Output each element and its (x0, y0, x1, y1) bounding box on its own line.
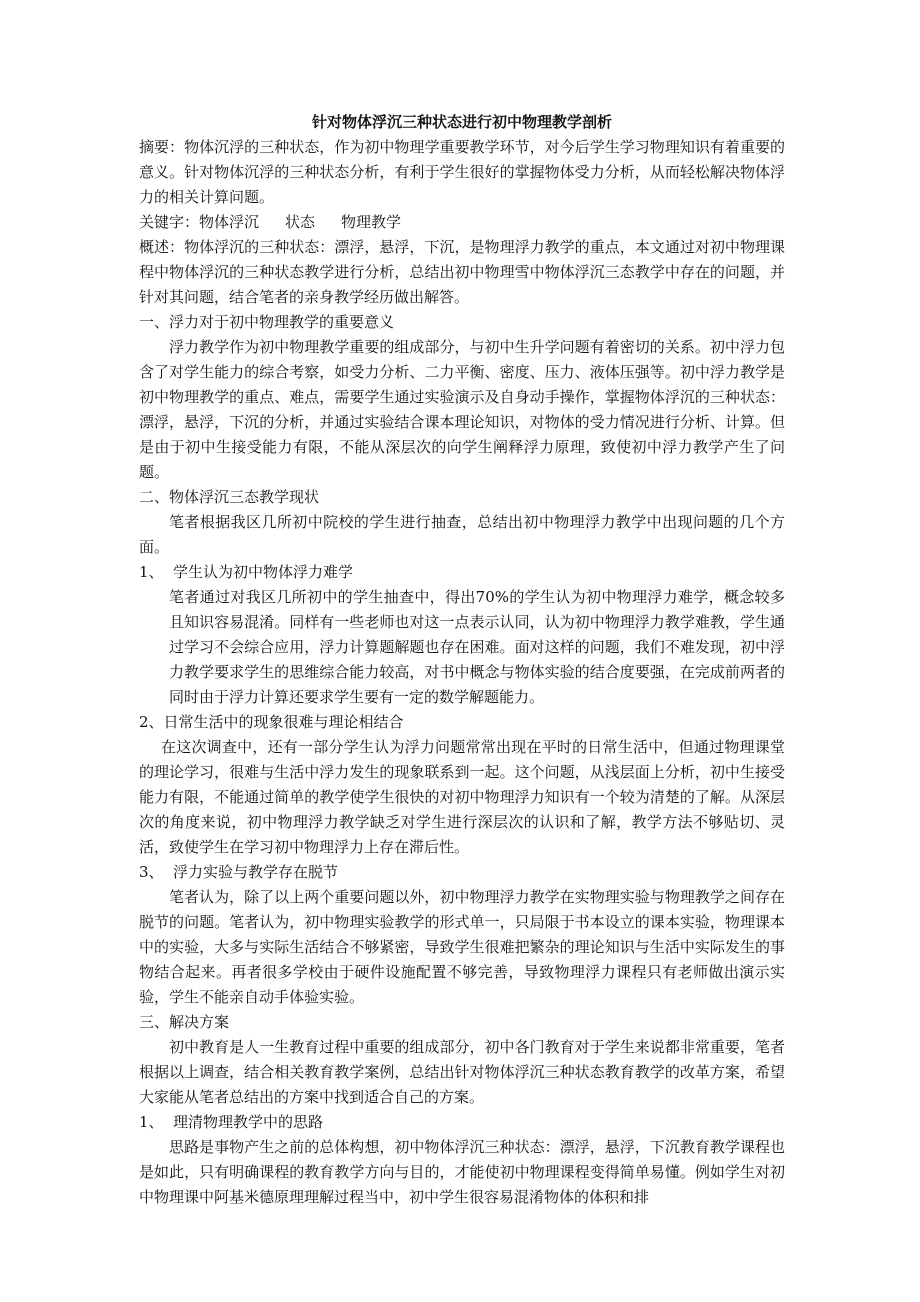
keyword: 物理教学 (341, 213, 402, 231)
section2-item2-paragraph: 在这次调查中，还有一部分学生认为浮力问题常常出现在平时的日常生活中，但通过物理课堂的理论学习，很难与生活中浮力发生的现象联系到一起。这个问题，从浅层面上分析，初中生接受能力有限，不能通过简单的教学使学生很快的对初中物理浮力知识有一个较为清楚的了解。从深层次的角度来说，初中物理浮力教学缺乏对学生进行深层次的认识和了解，教学方法不够贴切、灵活，致使学生在学习初中物理浮力上存在滞后性。 (139, 738, 785, 856)
section2-item1-paragraph: 笔者通过对我区几所初中的学生抽查中，得出70%的学生认为初中物理浮力难学，概念较多且知识容易混淆。同样有一些老师也对这一点表示认同，认为初中物理浮力教学难教，学生通过学习不会综合应用，浮力计算题解题也存在困难。面对这样的问题，我们不难发现，初中浮力教学要求学生的思维综合能力较高，对书中概念与物体实验的结合度要强，在完成前两者的同时由于浮力计算还要求学生要有一定的数学解题能力。 (169, 588, 785, 706)
item-number: 1、 (139, 1113, 164, 1131)
overview: 概述：物体浮沉的三种状态：漂浮，悬浮，下沉，是物理浮力教学的重点，本文通过对初中物理课程中物体浮沉的三种状态教学进行分析，总结出初中物理雪中物体浮沉三态教学中存在的问题，并针对其问题，结合笔者的亲身教学经历做出解答。 (139, 238, 785, 306)
section2-item2-heading: 2、日常生活中的现象很难与理论相结合 (139, 713, 404, 731)
section3-paragraph: 初中教育是人一生教育过程中重要的组成部分，初中各门教育对于学生来说都非常重要，笔者根据以上调查，结合相关教育教学案例，总结出针对物体浮沉三种状态教育教学的改革方案，希望大家能从笔者总结出的方案中找到适合自己的方案。 (139, 1038, 785, 1106)
abstract: 摘要：物体沉浮的三种状态，作为初中物理学重要教学环节，对今后学生学习物理知识有着重要的意义。针对物体沉浮的三种状态分析，有利于学生很好的掌握物体受力分析，从而轻松解决物体浮力的相关计算问题。 (139, 138, 785, 206)
section2-heading: 二、物体浮沉三态教学现状 (139, 488, 320, 506)
item-title: 学生认为初中物体浮力难学 (173, 563, 354, 581)
section1-paragraph: 浮力教学作为初中物理教学重要的组成部分，与初中生升学问题有着密切的关系。初中浮力包含了对学生能力的综合考察，如受力分析、二力平衡、密度、压力、液体压强等。初中浮力教学是初中物理教学的重点、难点，需要学生通过实验演示及自身动手操作，掌握物体浮沉的三种状态：漂浮，悬浮，下沉的分析，并通过实验结合课本理论知识，对物体的受力情况进行分析、计算。但是由于初中生接受能力有限，不能从深层次的向学生阐释浮力原理，致使初中浮力教学产生了问题。 (139, 338, 785, 481)
item-number: 1、 (139, 563, 164, 581)
document-body (139, 110, 785, 1210)
section3-item1-heading (139, 1110, 785, 1135)
keywords (139, 210, 785, 235)
section1-heading: 一、浮力对于初中物理教学的重要意义 (139, 313, 395, 331)
section3-item1-paragraph: 思路是事物产生之前的总体构想，初中物体浮沉三种状态：漂浮，悬浮，下沉教育教学课程也是如此，只有明确课程的教育教学方向与目的，才能使初中物理课程变得简单易懂。例如学生对初中物理课中阿基米德原理理解过程当中，初中学生很容易混淆物体的体积和排 (139, 1138, 785, 1206)
section2-item3-paragraph: 笔者认为，除了以上两个重要问题以外，初中物理浮力教学在实物理实验与物理教学之间存在脱节的问题。笔者认为，初中物理实验教学的形式单一，只局限于书本设立的课本实验，物理课本中的实验，大多与实际生活结合不够紧密，导致学生很难把繁杂的理论知识与生活中实际发生的事物结合起来。再者很多学校由于硬件设施配置不够完善，导致物理浮力课程只有老师做出演示实验，学生不能亲自动手体验实验。 (139, 888, 785, 1006)
item-title: 理清物理教学中的思路 (173, 1113, 324, 1131)
section3-heading: 三、解决方案 (139, 1013, 230, 1031)
section2-item3-heading (139, 860, 785, 885)
section2-paragraph: 笔者根据我区几所初中院校的学生进行抽查，总结出初中物理浮力教学中出现问题的几个方面。 (139, 513, 785, 556)
item-title: 浮力实验与教学存在脱节 (173, 863, 339, 881)
keyword: 状态 (285, 213, 316, 231)
section2-item1-heading (139, 560, 785, 585)
item-number: 3、 (139, 863, 164, 881)
keyword: 物体浮沉 (199, 213, 260, 231)
page-title: 针对物体浮沉三种状态进行初中物理教学剖析 (311, 113, 612, 131)
keywords-label: 关键字： (139, 213, 200, 231)
